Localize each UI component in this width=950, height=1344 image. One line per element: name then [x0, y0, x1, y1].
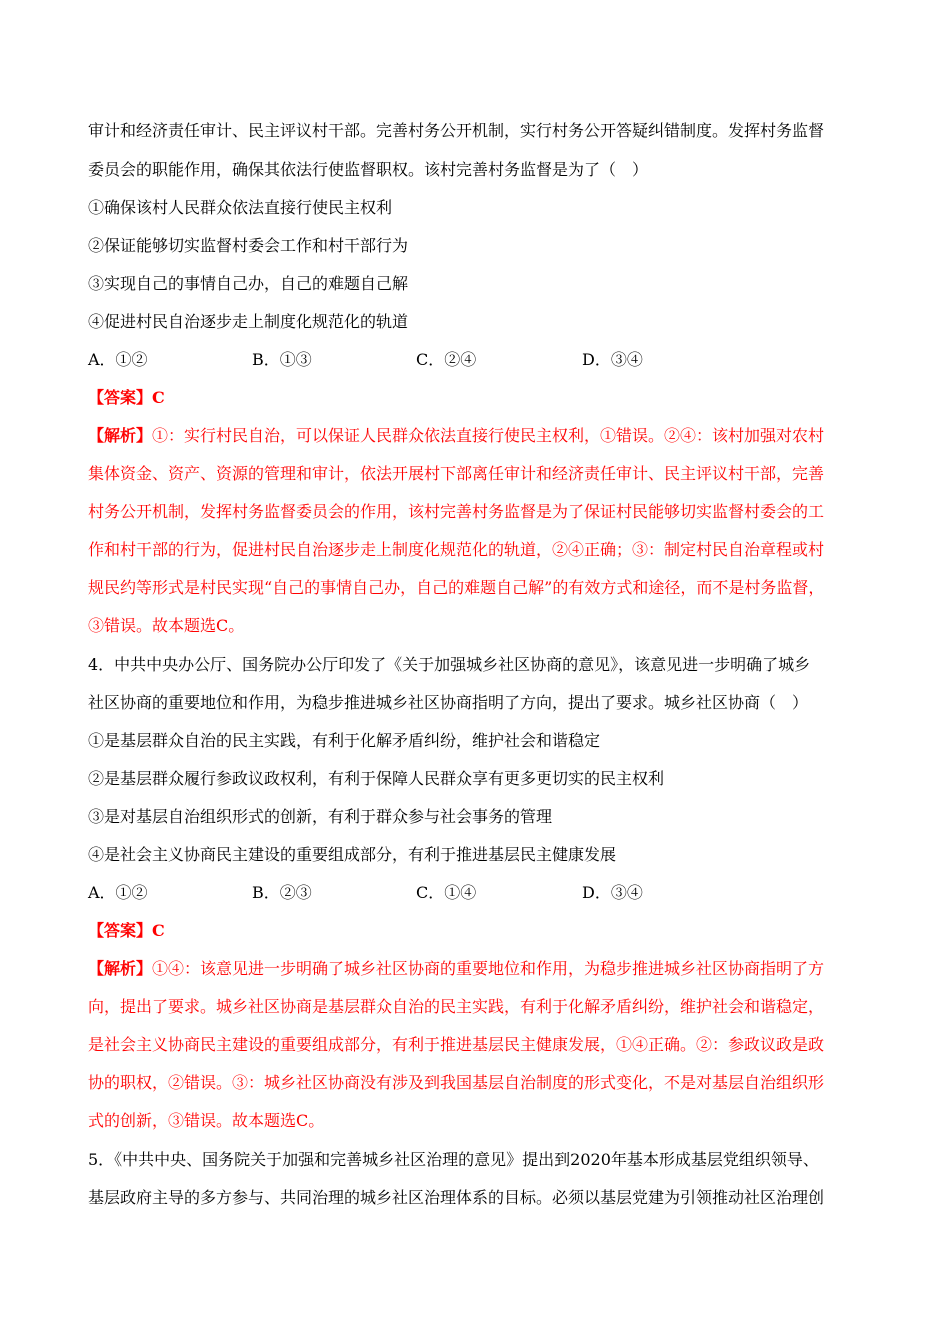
q3-item-1: ①确保该村人民群众依法直接行使民主权利 — [88, 198, 393, 217]
q4-answer-label: 【答案】 — [88, 921, 153, 940]
q4-option-a: A．①② — [88, 883, 148, 902]
q4-analysis-line-1 — [88, 959, 870, 979]
q3-item-2: ②保证能够切实监督村委会工作和村干部行为 — [88, 236, 409, 255]
q3-stem-line-2: 委员会的职能作用，确保其依法行使监督职权。该村完善村务监督是为了（ ） — [88, 160, 649, 179]
q4-item-4: ④是社会主义协商民主建设的重要组成部分，有利于推进基层民主健康发展 — [88, 845, 617, 864]
q3-answer — [88, 388, 870, 408]
q4-item-1: ①是基层群众自治的民主实践，有利于化解矛盾纠纷，维护社会和谐稳定 — [88, 731, 601, 750]
q4-analysis-line-4: 协的职权，②错误。③：城乡社区协商没有涉及到我国基层自治制度的形式变化，不是对基层自治组织形 — [88, 1073, 825, 1092]
q3-option-b: B．①③ — [252, 350, 312, 369]
q4-analysis-line-3: 是社会主义协商民主建设的重要组成部分，有利于推进基层民主健康发展，①④正确。②：参政议政是政 — [88, 1035, 825, 1054]
q4-analysis-line-5: 式的创新，③错误。故本题选C。 — [88, 1111, 325, 1130]
q3-option-c: C．②④ — [416, 350, 477, 369]
q3-analysis-text-1: ①：实行村民自治，可以保证人民群众依法直接行使民主权利，①错误。②④：该村加强对农村 — [152, 426, 825, 445]
q3-option-d: D．③④ — [582, 350, 643, 369]
q5-stem-line-2: 基层政府主导的多方参与、共同治理的城乡社区治理体系的目标。必须以基层党建为引领推动社区治理创 — [88, 1188, 825, 1207]
q4-item-2: ②是基层群众履行参政议政权利，有利于保障人民群众享有更多更切实的民主权利 — [88, 769, 665, 788]
q4-stem-line-2: 社区协商的重要地位和作用，为稳步推进城乡社区协商指明了方向，提出了要求。城乡社区协商（ ） — [88, 693, 809, 712]
q4-analysis-label: 【解析】 — [88, 959, 153, 978]
q4-option-d: D．③④ — [582, 883, 643, 902]
q4-analysis-line-2: 向，提出了要求。城乡社区协商是基层群众自治的民主实践，有利于化解矛盾纠纷，维护社会和谐稳定， — [88, 997, 825, 1016]
q3-analysis-line-1 — [88, 426, 870, 446]
q3-stem-line-1: 审计和经济责任审计、民主评议村干部。完善村务公开机制，实行村务公开答疑纠错制度。发挥村务监督 — [88, 121, 825, 140]
q3-analysis-line-3: 村务公开机制，发挥村务监督委员会的作用，该村完善村务监督是为了保证村民能够切实监督村委会的工 — [88, 502, 825, 521]
q4-item-3: ③是对基层自治组织形式的创新，有利于群众参与社会事务的管理 — [88, 807, 553, 826]
q3-answer-value: C — [152, 388, 165, 407]
q3-analysis-line-5: 规民约等形式是村民实现“自己的事情自己办，自己的难题自己解”的有效方式和途径，而不是村务监督， — [88, 578, 825, 597]
q3-analysis-line-4: 作和村干部的行为，促进村民自治逐步走上制度化规范化的轨道，②④正确；③：制定村民自治章程或村 — [88, 540, 825, 559]
q4-answer — [88, 921, 870, 941]
q3-answer-label: 【答案】 — [88, 388, 153, 407]
q4-stem-line-1: 4．中共中央办公厅、国务院办公厅印发了《关于加强城乡社区协商的意见》，该意见进一步明确了城乡 — [88, 655, 811, 674]
q4-answer-value: C — [152, 921, 165, 940]
q3-option-a: A．①② — [88, 350, 148, 369]
q3-analysis-label: 【解析】 — [88, 426, 153, 445]
q3-item-4: ④促进村民自治逐步走上制度化规范化的轨道 — [88, 312, 409, 331]
q4-option-b: B．②③ — [252, 883, 312, 902]
q3-analysis-line-2: 集体资金、资产、资源的管理和审计，依法开展村下部离任审计和经济责任审计、民主评议村干部，完善 — [88, 464, 825, 483]
q5-stem-line-1: 5．《中共中央、国务院关于加强和完善城乡社区治理的意见》提出到2020年基本形成基层党组织领导、 — [88, 1150, 819, 1169]
q3-analysis-line-6: ③错误。故本题选C。 — [88, 616, 245, 635]
q4-analysis-text-1: ①④：该意见进一步明确了城乡社区协商的重要地位和作用，为稳步推进城乡社区协商指明了方 — [152, 959, 825, 978]
q4-option-c: C．①④ — [416, 883, 477, 902]
q3-item-3: ③实现自己的事情自己办，自己的难题自己解 — [88, 274, 409, 293]
